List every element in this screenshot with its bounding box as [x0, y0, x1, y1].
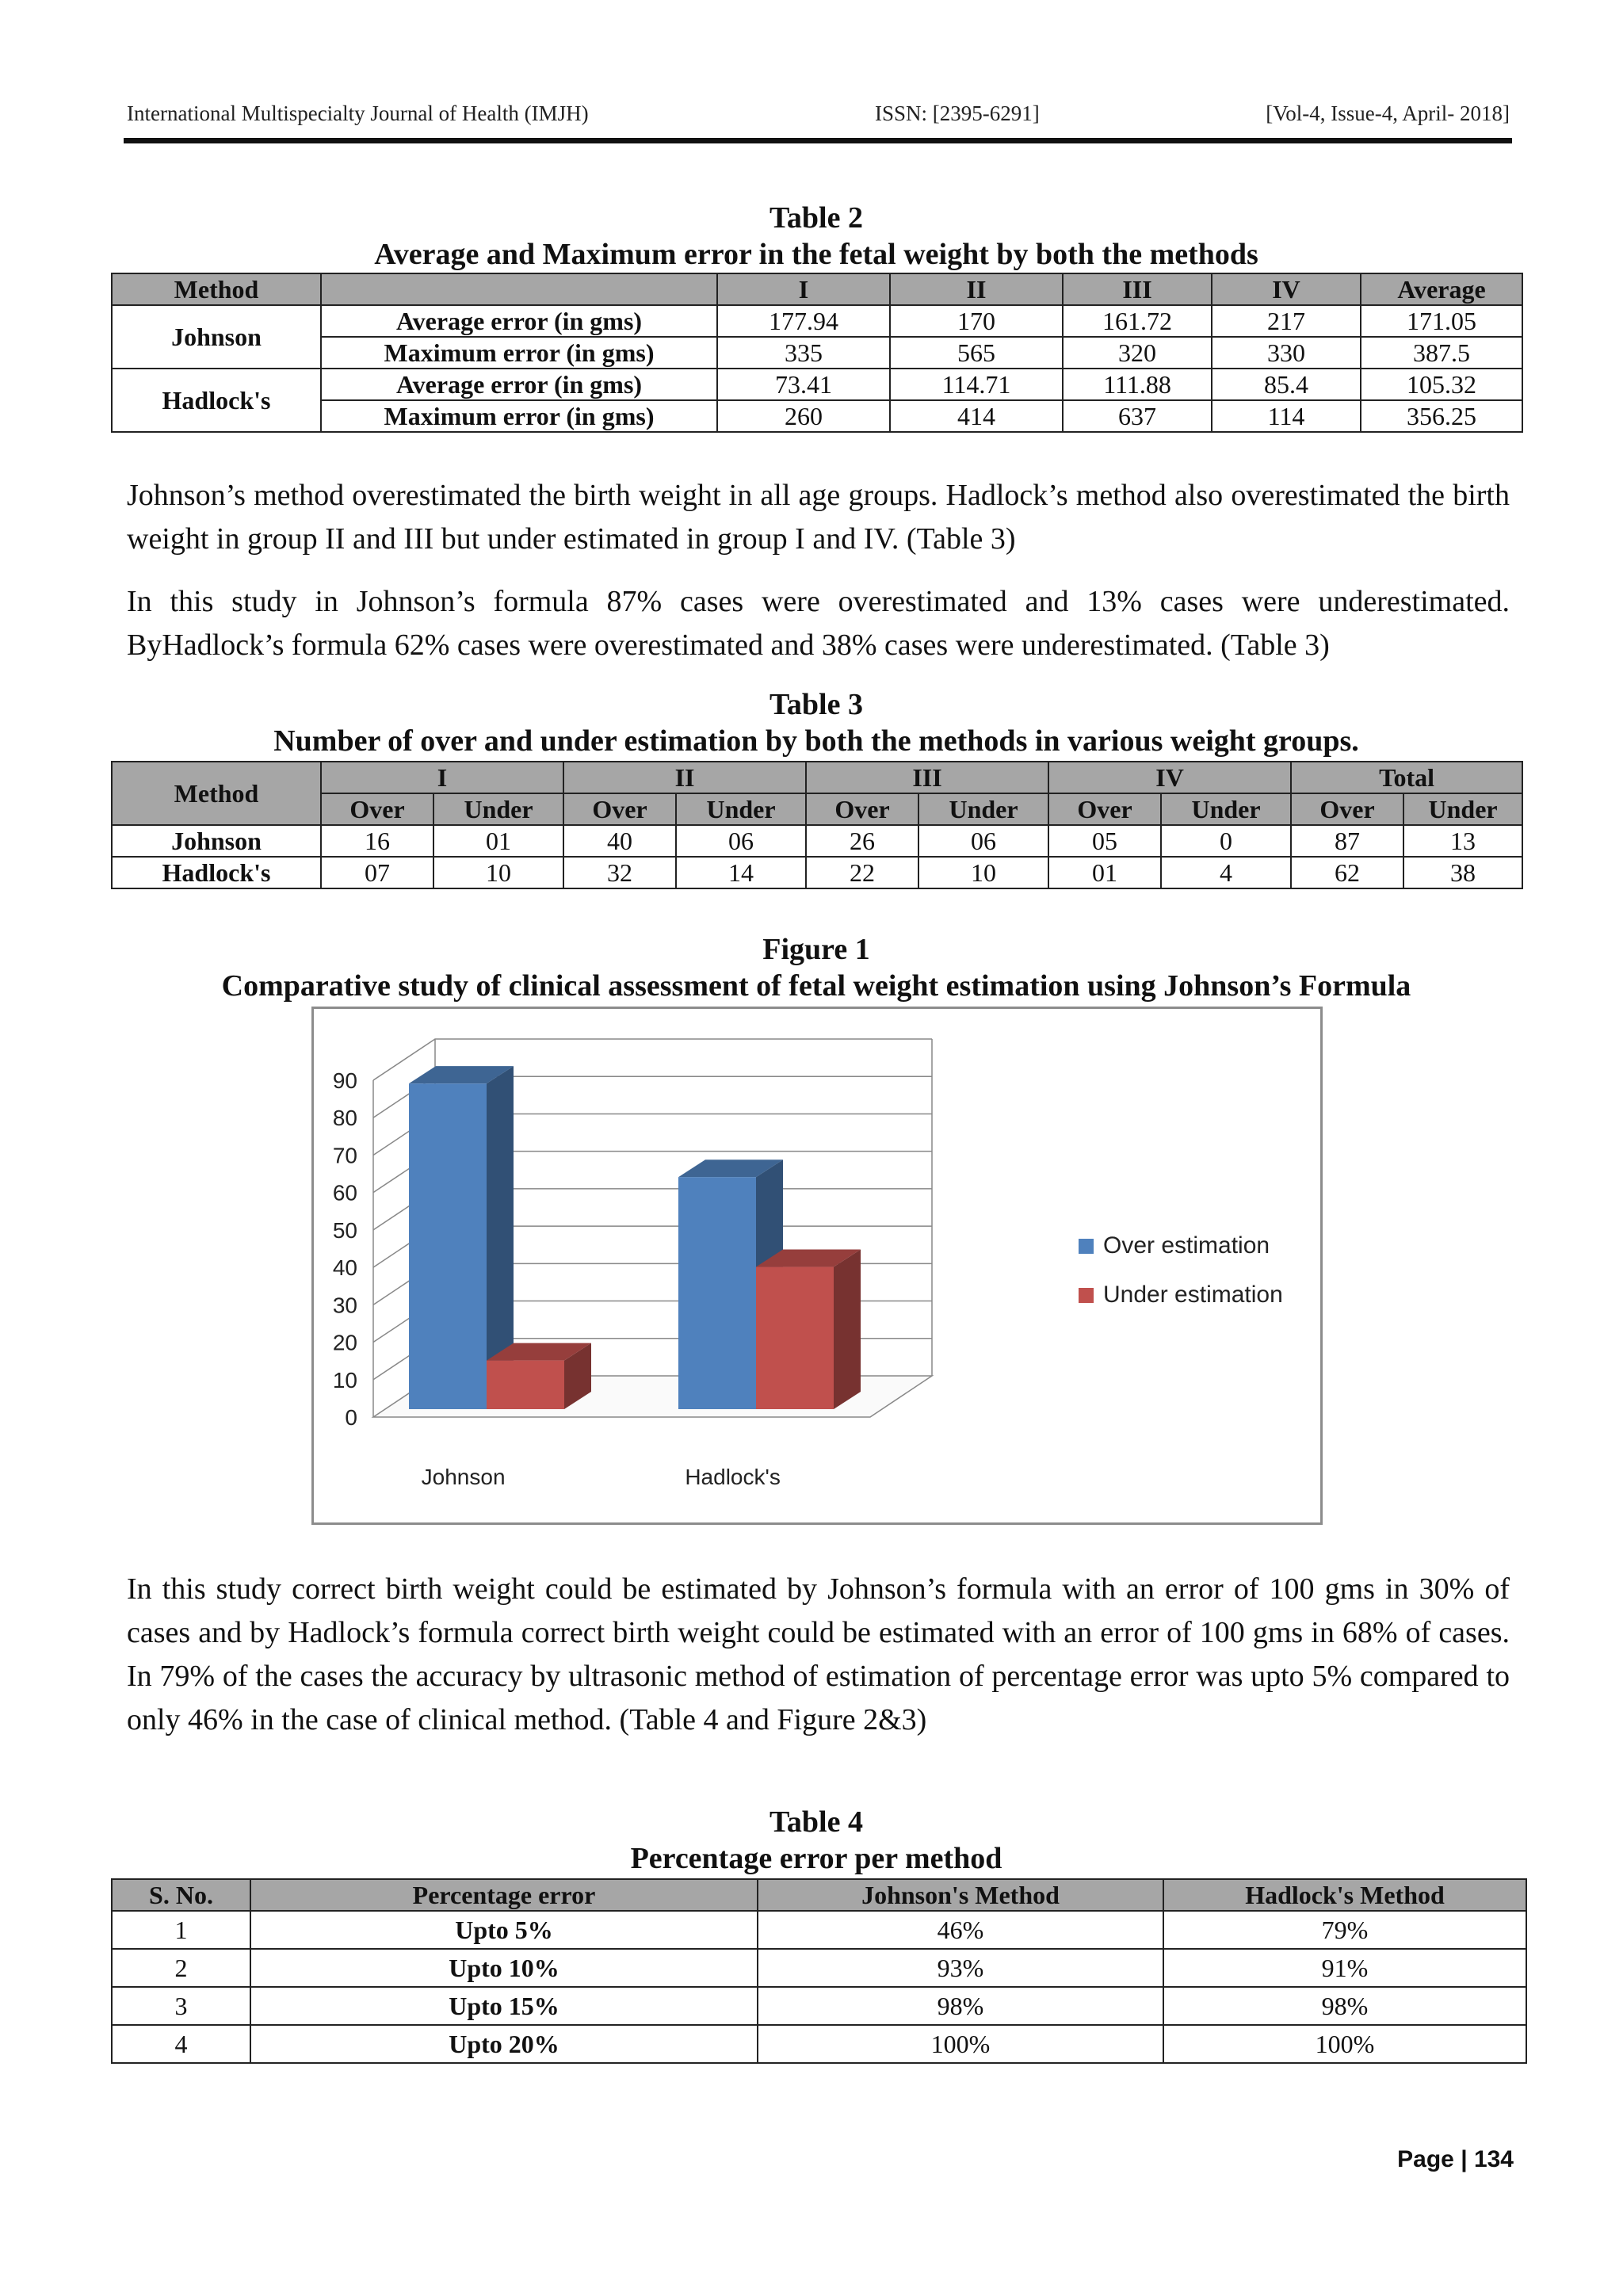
table2-title: Average and Maximum error in the fetal weight by both the methods	[374, 238, 1258, 271]
bar-over-estimation	[409, 1083, 487, 1409]
legend-swatch-over	[1079, 1239, 1094, 1254]
table-cell: 356.25	[1361, 400, 1522, 432]
page-separator: |	[1461, 2146, 1468, 2172]
table2-label: Table 2	[769, 201, 863, 235]
table-row	[112, 305, 1522, 337]
paragraph-2	[127, 580, 1510, 667]
chart-legend	[1079, 1221, 1283, 1320]
table-cell: 38	[1403, 857, 1522, 888]
y-tick-label: 20	[332, 1330, 357, 1355]
table-header-cell: III	[1063, 273, 1212, 305]
method-cell: Hadlock's	[112, 369, 321, 432]
table-cell: 161.72	[1063, 305, 1212, 337]
journal-name: International Multispecialty Journal of Health (IMJH)	[127, 101, 589, 125]
table-cell: 2	[112, 1949, 250, 1987]
figure1-label: Figure 1	[762, 933, 870, 966]
table-cell: 07	[321, 857, 433, 888]
table-header-cell: Under	[433, 793, 563, 825]
table-cell: 85.4	[1212, 369, 1361, 400]
paragraph-text: In this study in Johnson’s formula 87% cases were overestimated and 13% cases were underestimated. ByHadlock’s formula 62% cases were overestimated and 38% cases were underestimated. (Table 3)	[127, 585, 1510, 662]
table-cell: 06	[676, 825, 806, 857]
table-cell: 62	[1291, 857, 1403, 888]
page-label: Page	[1397, 2146, 1454, 2172]
table-cell: 3	[112, 1987, 250, 2025]
paragraph-3	[127, 1568, 1510, 1742]
table3-label: Table 3	[769, 688, 863, 721]
paragraph-1	[127, 474, 1510, 561]
table2-caption	[111, 200, 1522, 273]
figure1-title: Comparative study of clinical assessment of fetal weight estimation using Johnson’s Formula	[221, 969, 1411, 1003]
table-cell: 1	[112, 1911, 250, 1949]
y-tick-label: 80	[332, 1106, 357, 1131]
table-row	[112, 1949, 1526, 1987]
table-cell: 14	[676, 857, 806, 888]
table-cell: 05	[1048, 825, 1161, 857]
table-cell: 73.41	[717, 369, 890, 400]
table-cell: 10	[918, 857, 1048, 888]
table-row	[112, 273, 1522, 305]
table-header-cell: Over	[563, 793, 676, 825]
volume-info: [Vol-4, Issue-4, April- 2018]	[1266, 101, 1510, 125]
table-cell: 46%	[758, 1911, 1163, 1949]
table-header-cell: Over	[321, 793, 433, 825]
table-cell: 100%	[758, 2025, 1163, 2063]
method-cell: Hadlock's	[112, 857, 321, 888]
method-cell: Johnson	[112, 825, 321, 857]
table3-title: Number of over and under estimation by both the methods in various weight groups.	[273, 724, 1359, 758]
table4-caption	[111, 1804, 1522, 1877]
table-row	[112, 400, 1522, 432]
table-cell: Upto 15%	[250, 1987, 758, 2025]
table-cell: 170	[890, 305, 1063, 337]
table-cell: 4	[1161, 857, 1291, 888]
y-tick-label: 90	[332, 1068, 357, 1093]
table-cell: 0	[1161, 825, 1291, 857]
row-label: Maximum error (in gms)	[321, 337, 717, 369]
table-cell: Upto 10%	[250, 1949, 758, 1987]
y-tick-label: 50	[332, 1217, 357, 1243]
figure1-chart	[311, 1007, 1323, 1525]
y-tick-label: 10	[332, 1367, 357, 1392]
table-cell: Upto 20%	[250, 2025, 758, 2063]
page-number-value: 134	[1473, 2146, 1514, 2172]
table-cell: 335	[717, 337, 890, 369]
table4-title: Percentage error per method	[630, 1842, 1002, 1875]
y-tick-label: 60	[332, 1180, 357, 1205]
table-cell: 87	[1291, 825, 1403, 857]
table-cell: 22	[806, 857, 918, 888]
table-row	[112, 825, 1522, 857]
table-header-cell: Method	[112, 273, 321, 305]
table-row	[112, 1987, 1526, 2025]
table-header-cell: Total	[1291, 762, 1522, 793]
table-header-cell: Percentage error	[250, 1879, 758, 1911]
bar-under-estimation	[487, 1361, 564, 1409]
table4-label: Table 4	[769, 1805, 863, 1839]
y-tick-label: 40	[332, 1255, 357, 1281]
table-cell: 93%	[758, 1949, 1163, 1987]
table-header-cell: Over	[1291, 793, 1403, 825]
y-tick-label: 0	[345, 1405, 357, 1430]
table-cell: 217	[1212, 305, 1361, 337]
table-cell: Upto 5%	[250, 1911, 758, 1949]
table-row	[112, 793, 1522, 825]
table-header-cell: I	[321, 762, 563, 793]
table-header-cell: III	[806, 762, 1048, 793]
table-cell: 06	[918, 825, 1048, 857]
legend-label-over: Over estimation	[1103, 1232, 1270, 1259]
row-label: Average error (in gms)	[321, 369, 717, 400]
table-cell: 387.5	[1361, 337, 1522, 369]
table-cell: 01	[433, 825, 563, 857]
legend-label-under: Under estimation	[1103, 1282, 1283, 1308]
table-cell: 98%	[758, 1987, 1163, 2025]
table-header-cell: S. No.	[112, 1879, 250, 1911]
table-cell: 114.71	[890, 369, 1063, 400]
method-cell: Johnson	[112, 305, 321, 369]
table-header-cell: II	[890, 273, 1063, 305]
page-number	[1379, 2146, 1514, 2173]
table-row	[112, 369, 1522, 400]
table-cell: 177.94	[717, 305, 890, 337]
legend-item-over	[1079, 1221, 1283, 1270]
table-cell: 91%	[1163, 1949, 1526, 1987]
table3	[111, 761, 1523, 889]
table-cell: 01	[1048, 857, 1161, 888]
table-header-cell: Johnson's Method	[758, 1879, 1163, 1911]
table-cell: 26	[806, 825, 918, 857]
table-header-cell: Under	[918, 793, 1048, 825]
table-cell: 32	[563, 857, 676, 888]
bar-over-estimation	[678, 1177, 756, 1409]
table-header-cell: I	[717, 273, 890, 305]
bar-side-under-estimation	[834, 1250, 861, 1409]
table-row	[112, 2025, 1526, 2063]
x-category-label: Hadlock's	[685, 1465, 781, 1489]
table-header-cell: Method	[112, 762, 321, 825]
table-cell: 260	[717, 400, 890, 432]
table-cell: 565	[890, 337, 1063, 369]
y-tick-label: 30	[332, 1293, 357, 1318]
table-cell: 320	[1063, 337, 1212, 369]
row-label: Average error (in gms)	[321, 305, 717, 337]
figure1-caption	[111, 931, 1522, 1004]
table2	[111, 273, 1523, 433]
table-header-cell: Average	[1361, 273, 1522, 305]
table-cell: 13	[1403, 825, 1522, 857]
table-row	[112, 337, 1522, 369]
table-cell: 111.88	[1063, 369, 1212, 400]
table-header-cell: IV	[1048, 762, 1291, 793]
legend-swatch-under	[1079, 1288, 1094, 1303]
paragraph-text: Johnson’s method overestimated the birth weight in all age groups. Hadlock’s method also overestimated the birth weight in group II and III but under estimated in group I and IV. (Table 3)	[127, 479, 1510, 556]
header-rule	[124, 138, 1512, 143]
table-row	[112, 1911, 1526, 1949]
table-cell: 98%	[1163, 1987, 1526, 2025]
table-cell: 4	[112, 2025, 250, 2063]
table-header-cell	[321, 273, 717, 305]
table-cell: 414	[890, 400, 1063, 432]
issn: ISSN: [2395-6291]	[875, 101, 1040, 125]
table-cell: 105.32	[1361, 369, 1522, 400]
table-cell: 79%	[1163, 1911, 1526, 1949]
legend-item-under	[1079, 1270, 1283, 1320]
x-category-label: Johnson	[421, 1465, 506, 1489]
table-row	[112, 762, 1522, 793]
table-row	[112, 857, 1522, 888]
table-header-cell: Over	[806, 793, 918, 825]
table-cell: 637	[1063, 400, 1212, 432]
table-cell: 100%	[1163, 2025, 1526, 2063]
y-tick-label: 70	[332, 1143, 357, 1168]
table-cell: 330	[1212, 337, 1361, 369]
table3-caption	[111, 686, 1522, 759]
table-cell: 10	[433, 857, 563, 888]
bar-under-estimation	[756, 1267, 834, 1409]
table-cell: 40	[563, 825, 676, 857]
table-header-cell: II	[563, 762, 806, 793]
table-header-cell: IV	[1212, 273, 1361, 305]
table-header-cell: Under	[676, 793, 806, 825]
row-label: Maximum error (in gms)	[321, 400, 717, 432]
running-header	[127, 101, 1510, 133]
table-cell: 114	[1212, 400, 1361, 432]
table-row	[112, 1879, 1526, 1911]
table4	[111, 1878, 1527, 2064]
paragraph-text: In this study correct birth weight could be estimated by Johnson’s formula with an error of 100 gms in 30% of cases and by Hadlock’s formula correct birth weight could be estimated with an error of 100 gms in 68% of cases. In 79% of the cases the accuracy by ultrasonic method of estimation of percentage error was upto 5% compared to only 46% in the case of clinical method. (Table 4 and Figure 2&3)	[127, 1572, 1510, 1736]
table-cell: 171.05	[1361, 305, 1522, 337]
table-header-cell: Hadlock's Method	[1163, 1879, 1526, 1911]
table-cell: 16	[321, 825, 433, 857]
table-header-cell: Under	[1403, 793, 1522, 825]
table-header-cell: Under	[1161, 793, 1291, 825]
table-header-cell: Over	[1048, 793, 1161, 825]
